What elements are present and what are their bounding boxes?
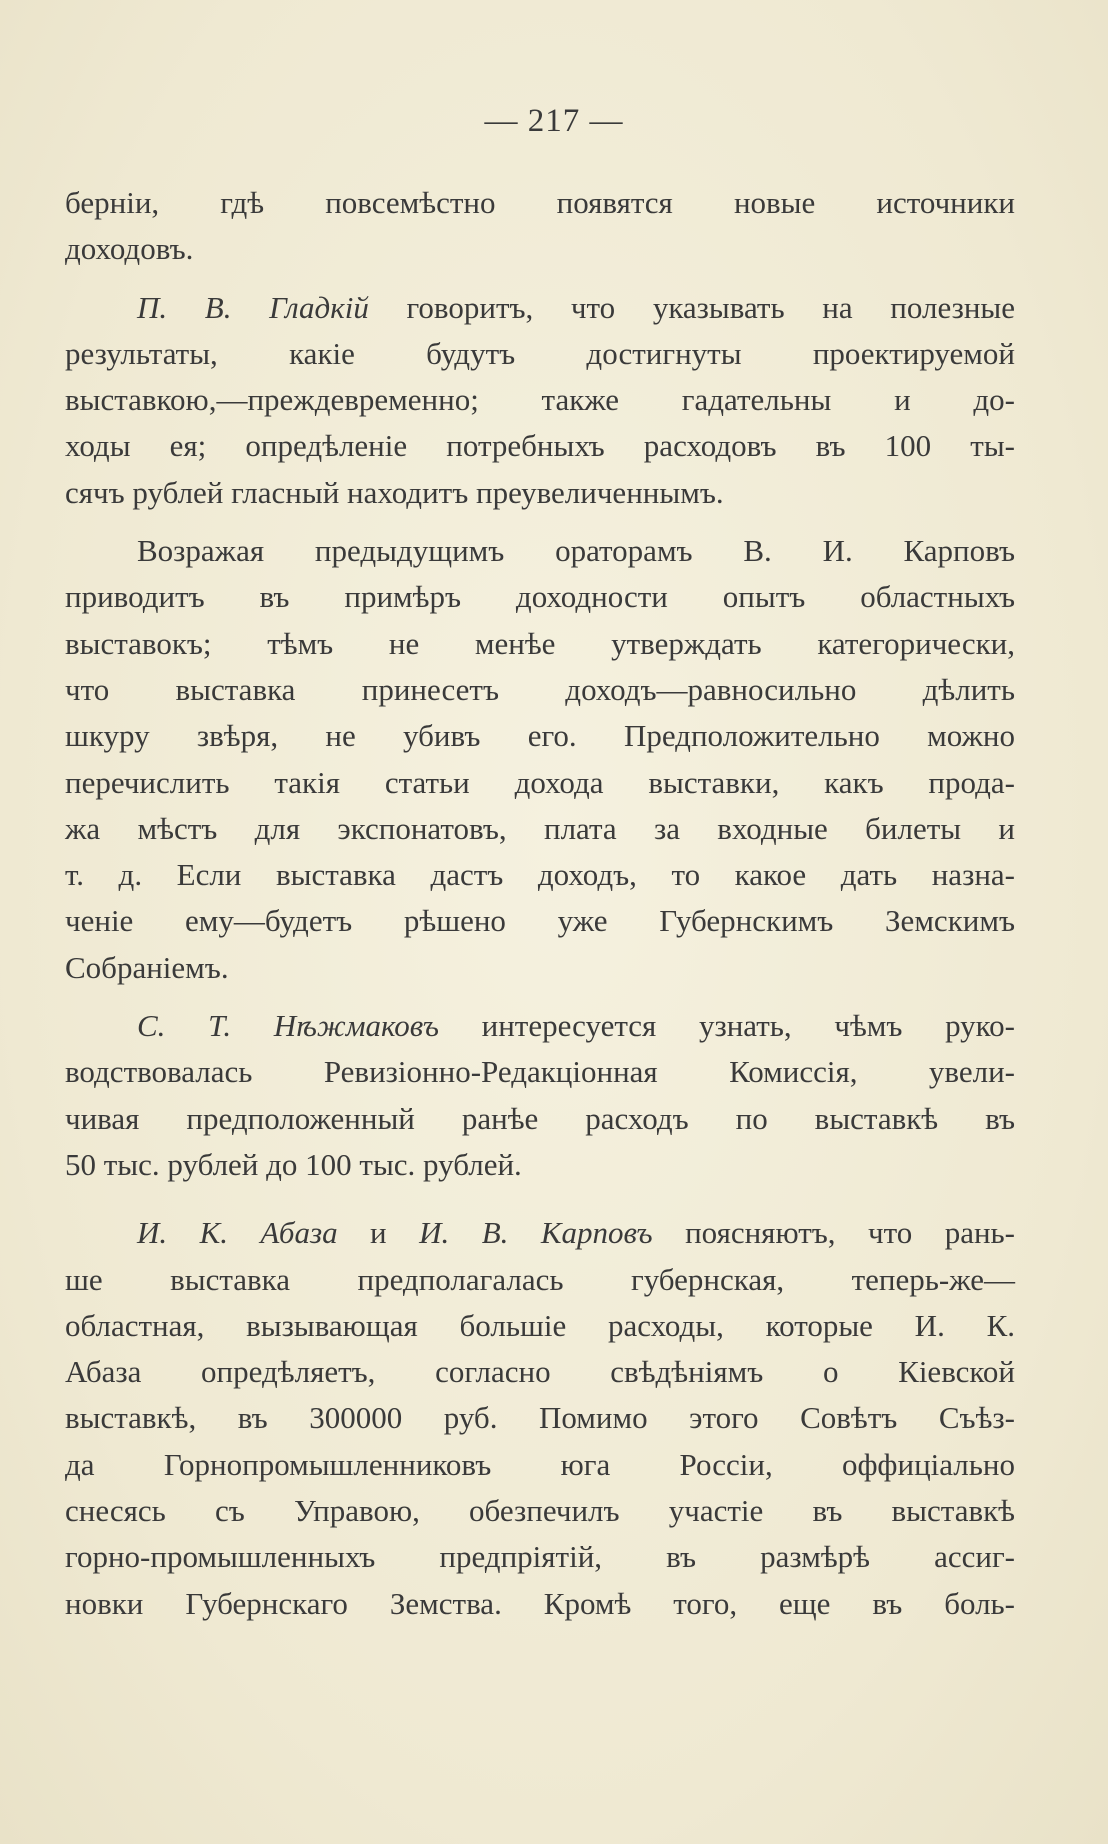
- text-line: П. В. Гладкій говоритъ, что указывать на полезные: [137, 289, 1016, 325]
- text-line: чивая предположенный ранѣе расходъ по выставкѣ въ: [65, 1100, 1015, 1136]
- text-line: да Горнопромышленниковъ юга Россіи, оффиціально: [65, 1446, 1015, 1482]
- page-number: — 217 —: [484, 103, 624, 139]
- page-text: [65, 180, 1015, 1627]
- speaker-name: И. В. Карповъ: [419, 1215, 653, 1251]
- text-line: водствовалась Ревизіонно-Редакціонная Комиссія, увели-: [65, 1054, 1015, 1090]
- text-line: 50 тыс. рублей до 100 тыс. рублей.: [65, 1146, 522, 1182]
- text-line: областная, вызывающая большіе расходы, которые И. К.: [65, 1307, 1015, 1343]
- text-line: доходовъ.: [65, 231, 194, 267]
- text-line: т. д. Если выставка дастъ доходъ, то какое дать назна-: [65, 857, 1015, 893]
- paragraph-karpov: [65, 528, 1015, 991]
- paragraph-continuation: [65, 180, 1015, 273]
- text-line: ченіе ему—будетъ рѣшено уже Губернскимъ Земскимъ: [65, 903, 1015, 939]
- text-line: выставокъ; тѣмъ не менѣе утверждать категорически,: [65, 625, 1015, 661]
- text-line: выставкою,—преждевременно; также гадательны и до-: [65, 382, 1015, 418]
- text-line: шкуру звѣря, не убивъ его. Предположительно можно: [65, 718, 1015, 754]
- text-line: что выставка принесетъ доходъ—равносильно дѣлить: [65, 671, 1015, 707]
- text-line: Возражая предыдущимъ ораторамъ В. И. Карповъ: [137, 533, 1015, 569]
- text-line: Абаза опредѣляетъ, согласно свѣдѣніямъ о Кіевской: [65, 1354, 1015, 1390]
- text-line: С. Т. Нѣжмаковъ интересуется узнать, чѣмъ руко-: [137, 1008, 1015, 1044]
- text-line: берніи, гдѣ повсемѣстно появятся новые источники: [65, 185, 1015, 220]
- speaker-name: И. К. Абаза: [137, 1215, 338, 1251]
- text-line: сячъ рублей гласный находитъ преувеличеннымъ.: [65, 474, 724, 510]
- text-line: выставкѣ, въ 300000 руб. Помимо этого Совѣтъ Съѣз-: [65, 1400, 1015, 1436]
- speaker-name: С. Т. Нѣжмаковъ: [137, 1008, 439, 1044]
- text-line: перечислить такія статьи дохода выставки, какъ прода-: [65, 764, 1015, 800]
- text-line: результаты, какіе будутъ достигнуты проектируемой: [65, 335, 1015, 371]
- text-line: Собраніемъ.: [65, 949, 229, 985]
- text-line: ходы ея; опредѣленіе потребныхъ расходовъ въ 100 ты-: [65, 428, 1015, 464]
- paragraph-nezhmakov: [65, 1003, 1015, 1188]
- speaker-name: П. В. Гладкій: [137, 289, 369, 325]
- paragraph-abaza-karpov: [65, 1210, 1015, 1627]
- text-line: новки Губернскаго Земства. Кромѣ того, еще въ боль-: [65, 1585, 1015, 1621]
- text-line: ше выставка предполагалась губернская, теперь-же—: [65, 1261, 1015, 1297]
- paragraph-gladkiy: [65, 285, 1015, 516]
- text-line: И. К. Абаза и И. В. Карповъ поясняютъ, что рань-: [137, 1215, 1016, 1251]
- text-line: снесясь съ Управою, обезпечилъ участіе въ выставкѣ: [65, 1493, 1015, 1529]
- text-line: горно-промышленныхъ предпріятій, въ размѣрѣ ассиг-: [65, 1539, 1015, 1575]
- text-line: жа мѣстъ для экспонатовъ, плата за входные билеты и: [65, 810, 1015, 846]
- text-line: приводитъ въ примѣръ доходности опытъ областныхъ: [65, 579, 1015, 615]
